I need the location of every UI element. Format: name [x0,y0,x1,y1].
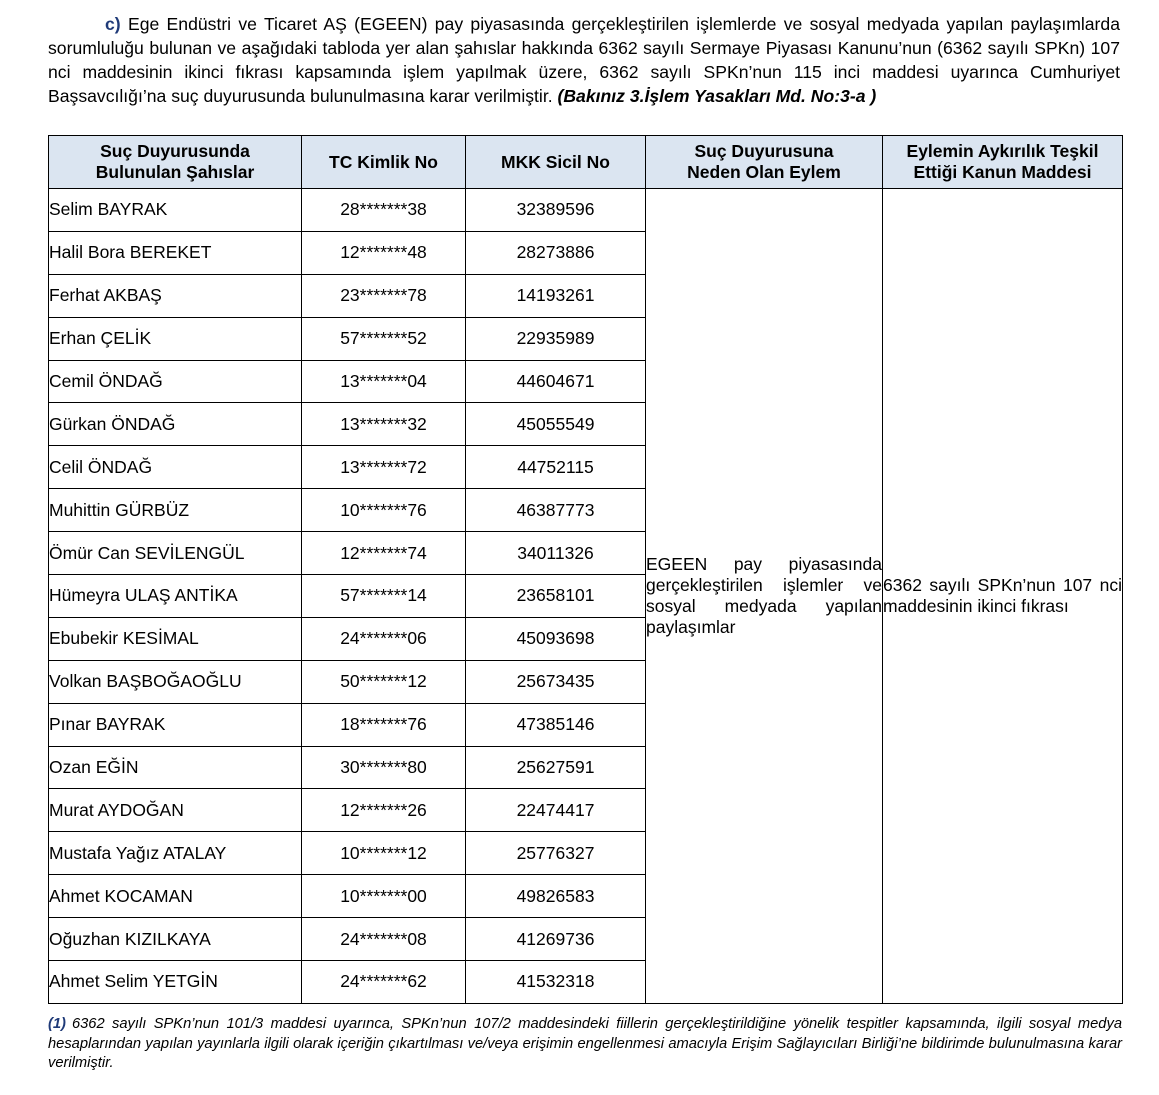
mkk-id: 41532318 [466,961,646,1004]
person-name: Erhan ÇELİK [49,317,302,360]
tc-id: 18*******76 [302,703,466,746]
person-name: Ömür Can SEVİLENGÜL [49,532,302,575]
mkk-id: 14193261 [466,274,646,317]
person-name: Ebubekir KESİMAL [49,617,302,660]
tc-id: 13*******04 [302,360,466,403]
tc-id: 12*******48 [302,231,466,274]
person-name: Selim BAYRAK [49,189,302,232]
tc-id: 12*******74 [302,532,466,575]
criminal-complaint-table [48,135,1123,1004]
header-law [883,136,1123,189]
tc-id: 23*******78 [302,274,466,317]
person-name: Celil ÖNDAĞ [49,446,302,489]
mkk-id: 32389596 [466,189,646,232]
person-name: Hümeyra ULAŞ ANTİKA [49,575,302,618]
footnote-number: (1) [48,1016,66,1032]
mkk-id: 44752115 [466,446,646,489]
tc-id: 24*******62 [302,961,466,1004]
person-name: Oğuzhan KIZILKAYA [49,918,302,961]
tc-id: 24*******06 [302,617,466,660]
mkk-id: 47385146 [466,703,646,746]
person-name: Murat AYDOĞAN [49,789,302,832]
header-law-line2: Ettiği Kanun Maddesi [913,162,1092,182]
header-action-line1: Suç Duyurusuna [694,141,834,161]
tc-id: 10*******12 [302,832,466,875]
tc-id: 28*******38 [302,189,466,232]
person-name: Gürkan ÖNDAĞ [49,403,302,446]
tc-id: 50*******12 [302,660,466,703]
header-mkk-id: MKK Sicil No [466,136,646,189]
mkk-id: 41269736 [466,918,646,961]
tc-id: 30*******80 [302,746,466,789]
person-name: Cemil ÖNDAĞ [49,360,302,403]
section-label: c) [105,14,121,34]
person-name: Halil Bora BEREKET [49,231,302,274]
header-persons [49,136,302,189]
mkk-id: 23658101 [466,575,646,618]
mkk-id: 44604671 [466,360,646,403]
law-text: 6362 sayılı SPKn’nun 107 nci maddesinin ikinci fıkrası [883,574,1122,616]
mkk-id: 22474417 [466,789,646,832]
person-name: Ferhat AKBAŞ [49,274,302,317]
header-action-line2: Neden Olan Eylem [687,162,841,182]
footnote-text: 6362 sayılı SPKn’nun 101/3 maddesi uyarınca, SPKn’nun 107/2 maddesindeki fiillerin gerçekleştirildiğine yönelik tespitler kapsamında, ilgili sosyal medya hesaplarından yapılan yayınlarla ilgili olarak içeriğin çıkartılması ve/veya erişimin engellenmesi amacıyla Erişim Sağlayıcıları Birliği’ne bildirimde bulunulmasına karar verilmiştir. [48,1016,1122,1071]
person-name: Pınar BAYRAK [49,703,302,746]
tc-id: 12*******26 [302,789,466,832]
mkk-id: 34011326 [466,532,646,575]
mkk-id: 22935989 [466,317,646,360]
table-row [49,189,1123,232]
mkk-id: 28273886 [466,231,646,274]
header-persons-line1: Suç Duyurusunda [100,141,250,161]
action-cell [646,189,883,1004]
person-name: Volkan BAŞBOĞAOĞLU [49,660,302,703]
tc-id: 57*******14 [302,575,466,618]
header-persons-line2: Bulunulan Şahıslar [95,162,255,182]
mkk-id: 25776327 [466,832,646,875]
intro-paragraph [48,12,1120,108]
mkk-id: 25673435 [466,660,646,703]
header-action [646,136,883,189]
mkk-id: 49826583 [466,875,646,918]
tc-id: 13*******72 [302,446,466,489]
table-header-row [49,136,1123,189]
person-name: Ozan EĞİN [49,746,302,789]
tc-id: 10*******76 [302,489,466,532]
law-cell [883,189,1123,1004]
mkk-id: 45055549 [466,403,646,446]
intro-text: Ege Endüstri ve Ticaret AŞ (EGEEN) pay piyasasında gerçekleştirilen işlemlerde ve sosyal medyada yapılan paylaşımlarda sorumluluğu bulunan ve aşağıdaki tabloda yer alan şahıslar hakkında 6362 sayılı Sermaye Piyasası Kanunu’nun (6362 sayılı SPKn) 107 nci maddesinin ikinci fıkrası kapsamında işlem yapılmak üzere, 6362 sayılı SPKn’nun 115 inci maddesi uyarınca Cumhuriyet Başsavcılığı’na suç duyurusunda bulunulmasına karar verilmiştir. [48,14,1120,106]
action-text: EGEEN pay piyasasında gerçekleştirilen işlemler ve sosyal medyada yapılan paylaşımlar [646,553,882,637]
intro-reference: (Bakınız 3.İşlem Yasakları Md. No:3-a ) [557,86,877,106]
person-name: Muhittin GÜRBÜZ [49,489,302,532]
person-name: Mustafa Yağız ATALAY [49,832,302,875]
person-name: Ahmet KOCAMAN [49,875,302,918]
mkk-id: 45093698 [466,617,646,660]
mkk-id: 46387773 [466,489,646,532]
header-tc-id: TC Kimlik No [302,136,466,189]
person-name: Ahmet Selim YETGİN [49,961,302,1004]
tc-id: 57*******52 [302,317,466,360]
mkk-id: 25627591 [466,746,646,789]
tc-id: 24*******08 [302,918,466,961]
header-law-line1: Eylemin Aykırılık Teşkil [906,141,1099,161]
footnote [48,1015,1122,1074]
tc-id: 10*******00 [302,875,466,918]
tc-id: 13*******32 [302,403,466,446]
